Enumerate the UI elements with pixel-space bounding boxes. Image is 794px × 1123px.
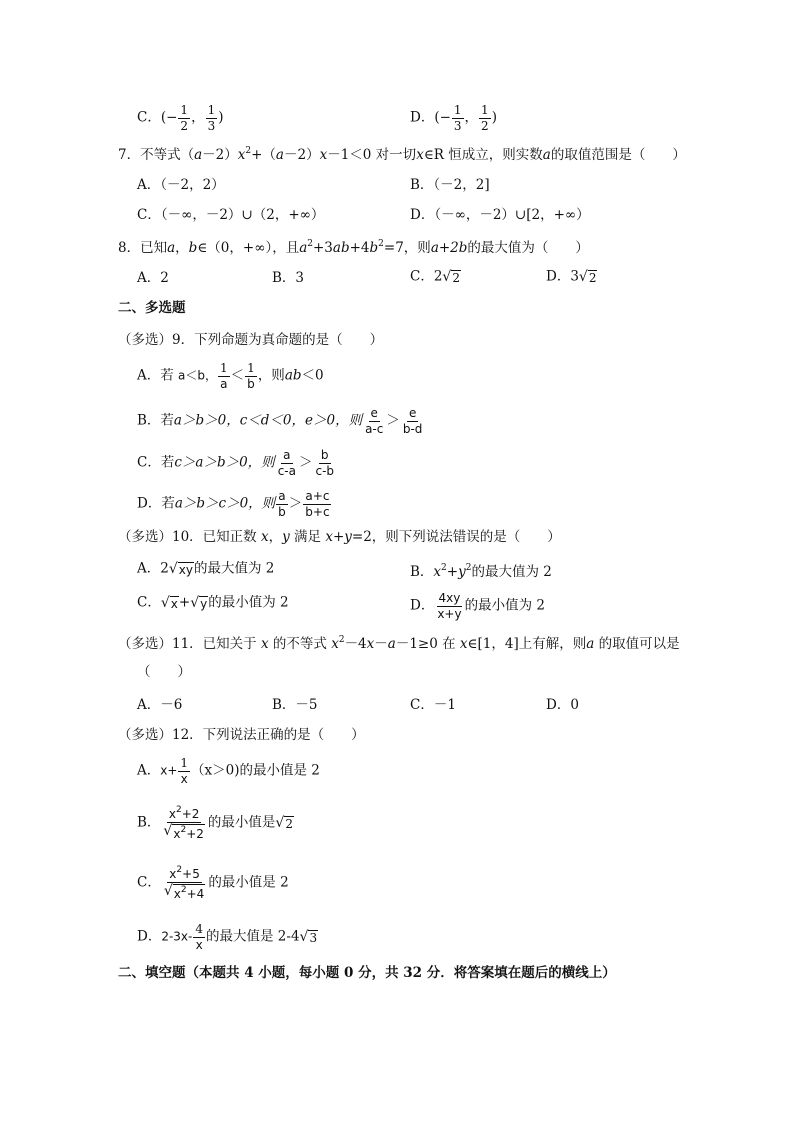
section-heading-multi-choice: 二、多选题 <box>118 300 186 316</box>
q8-option-b: B．3 <box>272 270 305 286</box>
fraction: $x^2+5$ √ $x^2+4$ <box>163 865 205 901</box>
q8-option-d: D．3 √ 2 <box>546 268 597 285</box>
sqrt-symbol: √ $x^2+2$ <box>163 822 204 841</box>
q12-option-b: B． $x^2+2$ √ $x^2+2$ 的最小值是 √ 2 <box>137 805 293 841</box>
fraction: $\frac{1}{2}$ <box>180 103 189 133</box>
fraction: $\frac{4xy}{x+y}$ <box>437 591 462 621</box>
sqrt-symbol: √ xy <box>168 561 193 577</box>
q7-option-c: C．（－∞，－2）∪（2，+∞） <box>137 207 325 223</box>
fraction: $\frac{1}{x}$ <box>180 756 189 786</box>
fraction: $\frac{a}{b}$ <box>278 489 286 519</box>
fraction: $\frac{a}{c-a}$ <box>277 448 296 478</box>
q12-stem: （多选）12．下列说法正确的是（ ） <box>118 727 365 743</box>
section-heading-fill-blank: 二、填空题（本题共 4 小题，每小题 0 分，共 32 分．将答案填在题后的横线上） <box>118 965 616 981</box>
q11-option-a: A．－6 <box>137 697 183 713</box>
q11-stem: （多选）11．已知关于 x 的不等式 $x^2-4x-a-1\ge 0$ 在 x∈[1，4]上有解，则a 的取值可以是 <box>118 635 680 652</box>
fraction: $\frac{b}{c-b}$ <box>315 448 335 478</box>
q7-stem: 7．不等式$(a-2)x^2+(a-2)x-1<0$ 对一切x∈R 恒成立，则实数a的取值范围是（ ） <box>118 146 686 163</box>
q6-c-label: C．( <box>137 109 167 126</box>
q10-option-a: A．2 √ xy 的最大值为 2 <box>137 560 275 577</box>
sqrt-symbol: √ y <box>190 595 208 611</box>
fraction: $\frac{e}{b-d}$ <box>402 406 423 436</box>
q9-option-d: D．若a＞b＞c＞0，则 $\frac{a}{b}$ ＞ $\frac{a+c}{b+c}$ <box>137 489 330 519</box>
q9-stem: （多选）9．下列命题为真命题的是（ ） <box>118 332 384 348</box>
q12-option-a: A．x+ $\frac{1}{x}$ （x＞0)的最小值是 2 <box>137 756 320 786</box>
q8-option-c: C．2 √ 2 <box>410 268 460 285</box>
q7-option-b: B．（－2，2] <box>410 177 490 193</box>
q11-option-d: D．0 <box>546 697 579 713</box>
q8-stem: 8．已知a，b∈（0，+∞），且$a^2+3ab+4b^2=7$，则a+2b的最大值为（ ） <box>118 239 589 256</box>
sqrt-symbol: √ $x^2+4$ <box>163 882 205 901</box>
q6-option-d: D．(− $\frac{1}{3}$ ， $\frac{1}{2}$ ) <box>410 103 497 133</box>
fraction: $\frac{1}{2}$ <box>481 103 489 133</box>
q11-option-c: C．－1 <box>410 697 456 713</box>
q8-option-a: A．2 <box>137 270 169 286</box>
q6-option-c: C．(− $\frac{1}{2}$ ， $\frac{1}{3}$ ) <box>137 103 224 133</box>
fraction: $x^2+2$ √ $x^2+2$ <box>163 805 204 841</box>
q7-option-d: D．（－∞，－2）∪[2，+∞） <box>410 207 590 223</box>
fraction: $\frac{e}{a-c}$ <box>365 406 384 436</box>
q10-option-c: C． √ x + √ y 的最小值为 2 <box>137 594 289 611</box>
sqrt-symbol: √ 2 <box>442 269 460 285</box>
q9-option-c: C．若c＞a＞b＞0，则 $\frac{a}{c-a}$ ＞ $\frac{b}{c-b}$ <box>137 448 335 478</box>
q11-option-b: B．－5 <box>272 697 318 713</box>
fraction: $\frac{1}{a}$ <box>220 361 228 391</box>
fraction: $\frac{a+c}{b+c}$ <box>305 489 330 519</box>
q6-d-sign: − <box>439 109 451 126</box>
q10-stem: （多选）10．已知正数 x，y 满足 x+y=2，则下列说法错误的是（ ） <box>118 529 561 545</box>
fraction: $\frac{1}{3}$ <box>207 103 216 133</box>
q6-c-sign: − <box>166 109 178 126</box>
sqrt-symbol: √ x <box>160 595 178 611</box>
q12-option-d: D．2-3x- $\frac{4}{x}$ 的最大值是 2-4 √ 3 <box>137 922 318 952</box>
fraction: $\frac{4}{x}$ <box>195 922 203 952</box>
q11-answer-paren: （ ） <box>137 664 191 680</box>
sqrt-symbol: √ 2 <box>275 815 293 832</box>
q7-option-a: A．（－2，2） <box>137 177 225 193</box>
fraction: $\frac{1}{b}$ <box>247 361 255 391</box>
q12-option-c: C． $x^2+5$ √ $x^2+4$ 的最小值是 2 <box>137 865 289 901</box>
q6-d-label: D．( <box>410 109 440 126</box>
q9-option-a: A．若 a＜b， $\frac{1}{a}$ ＜ $\frac{1}{b}$ ，则ab＜0 <box>137 361 324 391</box>
q9-option-b: B．若a＞b＞0，c＜d＜0，e＞0，则 $\frac{e}{a-c}$ ＞ $\frac{e}{b-d}$ <box>137 406 423 436</box>
q10-option-b: B．$x^2+y^2$的最大值为 2 <box>410 563 552 580</box>
sqrt-symbol: √ 2 <box>578 269 597 285</box>
sqrt-symbol: √ 3 <box>299 929 318 946</box>
q10-option-d: D． $\frac{4xy}{x+y}$ 的最小值为 2 <box>410 591 545 621</box>
fraction: $\frac{1}{3}$ <box>453 103 462 133</box>
